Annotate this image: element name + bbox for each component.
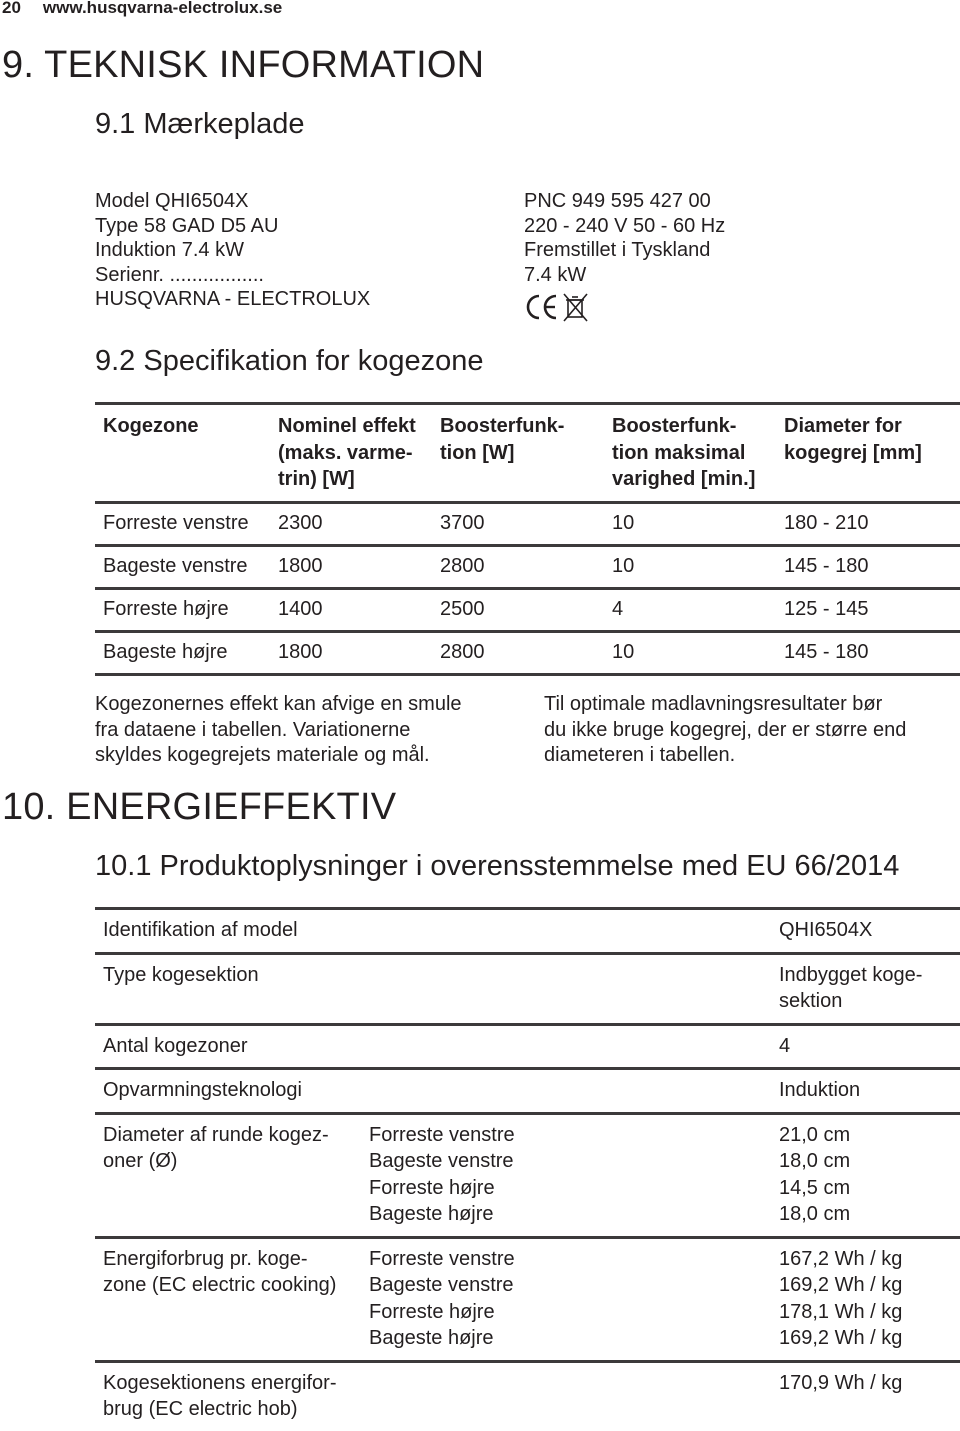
table-row	[95, 909, 960, 954]
table-cell: 125 - 145	[784, 588, 960, 631]
column-header: Diameter for kogegrej [mm]	[784, 404, 960, 503]
column-header: Kogezone	[95, 404, 278, 503]
table-cell: 2500	[440, 588, 612, 631]
table-cell: 4	[612, 588, 784, 631]
page-header	[2, 0, 304, 18]
table-cell: 2800	[440, 545, 612, 588]
page-number: 20	[2, 0, 21, 17]
column-header: Nominel effekt (maks. varme- trin) [W]	[278, 404, 440, 503]
row-value: 170,9 Wh / kg	[779, 1361, 960, 1431]
table-row	[95, 502, 960, 545]
table-cell: 180 - 210	[784, 502, 960, 545]
table-row	[95, 1361, 960, 1431]
row-value: QHI6504X	[779, 909, 960, 954]
spec-title: 9.2 Specifikation for kogezone	[95, 345, 484, 377]
row-label: Energiforbrug pr. koge- zone (EC electric cooking)	[95, 1237, 369, 1361]
table-row	[95, 588, 960, 631]
row-zone	[369, 1361, 779, 1431]
product-info-title: 10.1 Produktoplysninger i overensstemmelse med EU 66/2014	[95, 850, 900, 882]
table-row	[95, 953, 960, 1024]
row-zone	[369, 909, 779, 954]
table-cell: Forreste højre	[95, 588, 278, 631]
section-9-title: 9. TEKNISK INFORMATION	[2, 44, 485, 86]
column-header: Boosterfunk- tion [W]	[440, 404, 612, 503]
row-label: Type kogesektion	[95, 953, 369, 1024]
spec-note-right: Til optimale madlavningsresultater bør du ikke bruge kogegrej, der er større end diameteren i tabellen.	[544, 693, 907, 766]
table-row	[95, 1237, 960, 1361]
table-cell: 10	[612, 502, 784, 545]
spec-note-left: Kogezonernes effekt kan afvige en smule fra dataene i tabellen. Variationerne skyldes kogegrejets materiale og mål.	[95, 693, 462, 766]
header-url[interactable]: www.husqvarna-electrolux.se	[42, 0, 283, 17]
row-zone	[369, 953, 779, 1024]
table-header-row	[95, 404, 960, 503]
table-cell: 2800	[440, 631, 612, 674]
row-zone: Forreste venstre Bageste venstre Forreste højre Bageste højre	[369, 1237, 779, 1361]
table-cell: 3700	[440, 502, 612, 545]
table-cell: 145 - 180	[784, 545, 960, 588]
table-cell: 1800	[278, 545, 440, 588]
table-cell: Bageste højre	[95, 631, 278, 674]
row-zone	[369, 1024, 779, 1069]
table-row	[95, 1069, 960, 1114]
table-cell: 10	[612, 631, 784, 674]
table-cell: 145 - 180	[784, 631, 960, 674]
row-label: Antal kogezoner	[95, 1024, 369, 1069]
rating-plate-left: Model QHI6504X Type 58 GAD D5 AU Induktion 7.4 kW Serienr. ................. HUSQVARNA - ELECTROLUX	[95, 190, 371, 310]
row-value: 21,0 cm 18,0 cm 14,5 cm 18,0 cm	[779, 1113, 960, 1237]
table-cell: 10	[612, 545, 784, 588]
row-label: Opvarmningsteknologi	[95, 1069, 369, 1114]
table-cell: Forreste venstre	[95, 502, 278, 545]
row-value: 4	[779, 1024, 960, 1069]
row-value: Indbygget koge- sektion	[779, 953, 960, 1024]
column-header: Boosterfunk- tion maksimal varighed [min.]	[612, 404, 784, 503]
table-row	[95, 545, 960, 588]
table-cell: 1800	[278, 631, 440, 674]
table-row	[95, 631, 960, 674]
ce-weee-marks-icon	[524, 292, 594, 322]
rating-plate-right: PNC 949 595 427 00 220 - 240 V 50 - 60 Hz Fremstillet i Tyskland 7.4 kW	[524, 190, 726, 286]
row-value: 167,2 Wh / kg 169,2 Wh / kg 178,1 Wh / kg 169,2 Wh / kg	[779, 1237, 960, 1361]
table-cell: 1400	[278, 588, 440, 631]
row-label: Identifikation af model	[95, 909, 369, 954]
product-info-table	[95, 907, 960, 1431]
table-row	[95, 1024, 960, 1069]
row-value: Induktion	[779, 1069, 960, 1114]
table-row	[95, 1113, 960, 1237]
table-cell: Bageste venstre	[95, 545, 278, 588]
row-label: Diameter af runde kogez- oner (Ø)	[95, 1113, 369, 1237]
row-zone	[369, 1069, 779, 1114]
row-label: Kogesektionens energifor- brug (EC electric hob)	[95, 1361, 369, 1431]
rating-plate-title: 9.1 Mærkeplade	[95, 108, 305, 140]
section-10-title: 10. ENERGIEFFEKTIV	[2, 786, 397, 828]
table-cell: 2300	[278, 502, 440, 545]
cooking-zone-spec-table	[95, 402, 960, 676]
row-zone: Forreste venstre Bageste venstre Forreste højre Bageste højre	[369, 1113, 779, 1237]
